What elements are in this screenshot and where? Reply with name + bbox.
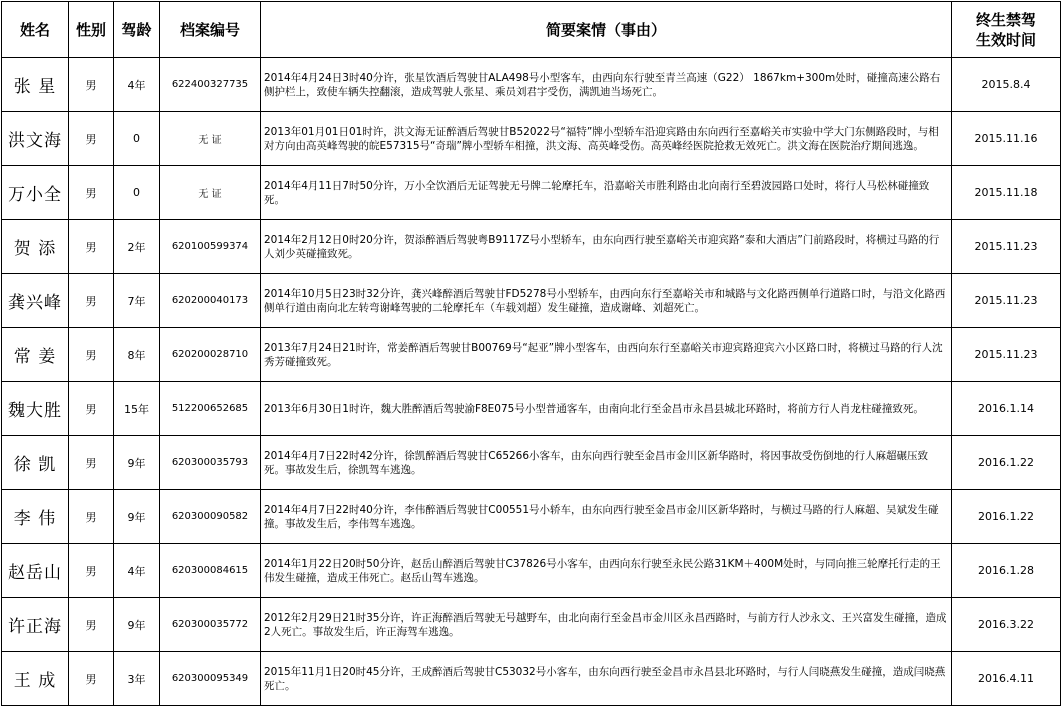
cell-file-no: 620300095349 [160,652,261,706]
cell-name: 龚兴峰 [2,274,69,328]
table-row [2,58,1061,112]
cell-driving-years: 0 [114,166,160,220]
cell-driving-years: 9年 [114,598,160,652]
table-row [2,436,1061,490]
cell-driving-years: 0 [114,112,160,166]
cell-gender: 男 [69,112,114,166]
cell-file-no: 620300035772 [160,598,261,652]
cell-gender: 男 [69,598,114,652]
cell-effective-date: 2015.11.16 [952,112,1061,166]
table-row [2,112,1061,166]
cell-driving-years: 7年 [114,274,160,328]
cell-name: 李 伟 [2,490,69,544]
header-name: 姓名 [2,2,69,58]
header-row [2,2,1061,58]
cell-effective-date: 2015.11.23 [952,274,1061,328]
cell-name: 洪文海 [2,112,69,166]
table-row [2,328,1061,382]
cell-name: 徐 凯 [2,436,69,490]
cell-driving-years: 4年 [114,58,160,112]
cell-file-no: 620200028710 [160,328,261,382]
cell-effective-date: 2016.4.11 [952,652,1061,706]
cell-description: 2014年4月7日22时42分许，徐凯醉酒后驾驶甘C65266小客车，由东向西行驶至金昌市金川区新华路时，将因事故受伤倒地的行人麻超碾压致死。事故发生后，徐凯驾车逃逸。 [261,436,952,490]
header-file-no: 档案编号 [160,2,261,58]
cell-driving-years: 2年 [114,220,160,274]
cell-file-no: 512200652685 [160,382,261,436]
cell-description: 2014年1月22日20时50分许，赵岳山醉酒后驾驶甘C37826号小客车，由西向东行驶至永民公路31KM＋400M处时，与同向推三轮摩托行走的王伟发生碰撞，造成王伟死亡。赵岳山驾车逃逸。 [261,544,952,598]
cell-effective-date: 2015.11.23 [952,220,1061,274]
cell-description: 2014年4月11日7时50分许，万小全饮酒后无证驾驶无号牌二轮摩托车，沿嘉峪关市胜利路由北向南行至碧波园路口处时，将行人马松林碰撞致死。 [261,166,952,220]
cell-gender: 男 [69,544,114,598]
table-row [2,166,1061,220]
header-effective-date-line2: 生效时间 [975,30,1036,49]
cell-file-no: 无 证 [160,166,261,220]
cell-name: 张 星 [2,58,69,112]
cell-driving-years: 3年 [114,652,160,706]
cell-gender: 男 [69,652,114,706]
cell-driving-years: 9年 [114,490,160,544]
cell-name: 万小全 [2,166,69,220]
cell-description: 2014年10月5日23时32分许，龚兴峰醉酒后驾驶甘FD5278号小型轿车，由西向东行至嘉峪关市和城路与文化路西侧单行道路口时，与沿文化路西侧单行道由南向北左转弯谢峰驾驶的二轮摩托车（车载刘超）发生碰撞，造成谢峰、刘超死亡。 [261,274,952,328]
cell-gender: 男 [69,166,114,220]
cell-name: 常 姜 [2,328,69,382]
cell-file-no: 620200040173 [160,274,261,328]
cell-gender: 男 [69,274,114,328]
cell-effective-date: 2016.1.22 [952,490,1061,544]
cell-name: 王 成 [2,652,69,706]
cell-description: 2013年6月30日1时许，魏大胜醉酒后驾驶渝F8E075号小型普通客车，由南向北行至金昌市永昌县城北环路时，将前方行人肖龙柱碰撞致死。 [261,382,952,436]
cell-file-no: 620300084615 [160,544,261,598]
cell-description: 2013年01月01日01时许，洪文海无证醉酒后驾驶甘B52022号“福特”牌小型轿车沿迎宾路由东向西行至嘉峪关市实验中学大门东侧路段时，与相对方向由高英峰驾驶的皖E57315号“奇瑞”牌小型轿车相撞，洪文海、高英峰受伤。高英峰经医院抢救无效死亡。洪文海在医院治疗期间逃逸。 [261,112,952,166]
cell-file-no: 620300090582 [160,490,261,544]
table-row [2,220,1061,274]
cell-description: 2015年11月1日20时45分许，王成醉酒后驾驶甘C53032号小客车，由东向西行驶至金昌市永昌县北环路时，与行人闫晓燕发生碰撞，造成闫晓燕死亡。 [261,652,952,706]
cell-name: 赵岳山 [2,544,69,598]
cell-file-no: 620100599374 [160,220,261,274]
cell-gender: 男 [69,328,114,382]
cell-effective-date: 2015.8.4 [952,58,1061,112]
cell-effective-date: 2016.1.22 [952,436,1061,490]
header-effective-date [952,2,1061,58]
header-description: 简要案情（事由） [261,2,952,58]
table-row [2,490,1061,544]
table-row [2,382,1061,436]
cell-effective-date: 2015.11.18 [952,166,1061,220]
cell-gender: 男 [69,490,114,544]
cell-file-no: 622400327735 [160,58,261,112]
header-gender: 性别 [69,2,114,58]
cell-effective-date: 2016.3.22 [952,598,1061,652]
cell-effective-date: 2016.1.14 [952,382,1061,436]
cell-description: 2012年2月29日21时35分许，许正海醉酒后驾驶无号越野车，由北向南行至金昌市金川区永昌西路时，与前方行人沙永文、王兴富发生碰撞，造成2人死亡。事故发生后，许正海驾车逃逸。 [261,598,952,652]
cell-effective-date: 2015.11.23 [952,328,1061,382]
cell-driving-years: 15年 [114,382,160,436]
cell-gender: 男 [69,58,114,112]
cell-name: 贺 添 [2,220,69,274]
table-row [2,652,1061,706]
cell-driving-years: 9年 [114,436,160,490]
header-driving-years: 驾龄 [114,2,160,58]
cell-description: 2013年7月24日21时许，常姜醉酒后驾驶甘B00769号“起亚”牌小型客车，由西向东行至嘉峪关市迎宾路迎宾六小区路口时，将横过马路的行人沈秀芳碰撞致死。 [261,328,952,382]
cell-file-no: 620300035793 [160,436,261,490]
table-row [2,274,1061,328]
cell-effective-date: 2016.1.28 [952,544,1061,598]
cell-driving-years: 4年 [114,544,160,598]
cell-description: 2014年2月12日0时20分许，贺添醉酒后驾驶粤B9117Z号小型轿车，由东向西行驶至嘉峪关市迎宾路“泰和大酒店”门前路段时，将横过马路的行人刘少英碰撞致死。 [261,220,952,274]
cell-description: 2014年4月7日22时40分许，李伟醉酒后驾驶甘C00551号小轿车，由东向西行驶至金昌市金川区新华路时，与横过马路的行人麻超、吴斌发生碰撞。事故发生后，李伟驾车逃逸。 [261,490,952,544]
cell-description: 2014年4月24日3时40分许，张星饮酒后驾驶甘ALA498号小型客车，由西向东行驶至青兰高速（G22） 1867km+300m处时，碰撞高速公路右侧护栏上，致使车辆失控翻滚，造成驾驶人张星、乘员刘君宇受伤，满凯迪当场死亡。 [261,58,952,112]
cell-driving-years: 8年 [114,328,160,382]
cell-gender: 男 [69,436,114,490]
cell-gender: 男 [69,220,114,274]
cell-name: 魏大胜 [2,382,69,436]
cell-file-no: 无 证 [160,112,261,166]
table-row [2,598,1061,652]
ban-list-table [1,1,1061,706]
cell-name: 许正海 [2,598,69,652]
table-row [2,544,1061,598]
header-effective-date-line1: 终生禁驾 [975,10,1036,29]
cell-gender: 男 [69,382,114,436]
